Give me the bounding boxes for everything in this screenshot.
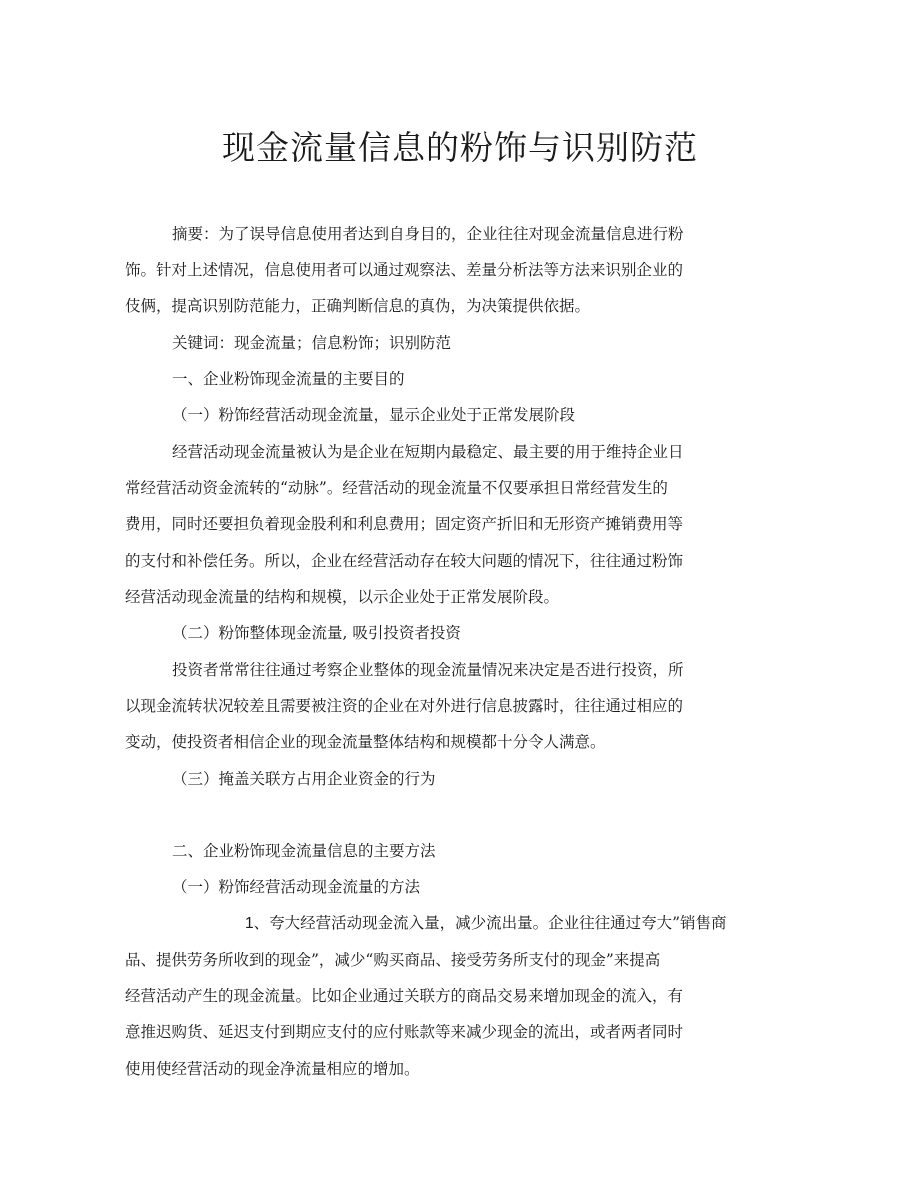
- abstract-line-1: 摘要：为了误导信息使用者达到自身目的，企业往往对现金流量信息进行粉: [172, 225, 684, 243]
- section-2-heading: 二、企业粉饰现金流量信息的主要方法: [172, 842, 436, 860]
- section-1-sub-1-para-line-3: 费用，同时还要担负着现金股利和利息费用；固定资产折旧和无形资产摊销费用等: [125, 515, 684, 533]
- section-1-sub-1-para-line-5: 经营活动现金流量的结构和规模，以示企业处于正常发展阶段。: [125, 588, 560, 606]
- abstract-line-2: 饰。针对上述情况，信息使用者可以通过观察法、差量分析法等方法来识别企业的: [125, 261, 684, 279]
- section-2-sub-1-item-1-line-4: 意推迟购货、延迟支付到期应支付的应付账款等来减少现金的流出，或者两者同时: [125, 1023, 684, 1041]
- section-1-sub-1-heading: （一）粉饰经营活动现金流量，显示企业处于正常发展阶段: [172, 406, 576, 424]
- item-number: 1、: [245, 915, 270, 932]
- section-1-sub-2-para-line-2: 以现金流转状况较差且需要被注资的企业在对外进行信息披露时，往往通过相应的: [125, 697, 684, 715]
- section-1-heading: 一、企业粉饰现金流量的主要目的: [172, 370, 405, 388]
- section-1-sub-1-para-line-4: 的支付和补偿任务。所以，企业在经营活动存在较大问题的情况下，往往通过粉饰: [125, 552, 684, 570]
- keywords: 关键词：现金流量；信息粉饰；识别防范: [172, 334, 452, 352]
- section-2-sub-1-item-1-line-2: 品、提供劳务所收到的现金”，减少“购买商品、接受劳务所支付的现金”来提高: [125, 951, 661, 969]
- abstract-line-3: 伎俩，提高识别防范能力，正确判断信息的真伪，为决策提供依据。: [125, 297, 591, 315]
- section-1-sub-2-heading: （二）粉饰整体现金流量, 吸引投资者投资: [172, 624, 461, 642]
- section-2-sub-1-item-1-line-3: 经营活动产生的现金流量。比如企业通过关联方的商品交易来增加现金的流入，有: [125, 987, 684, 1005]
- section-1-sub-1-para-line-2: 常经营活动资金流转的“动脉”。经营活动的现金流量不仅要承担日常经营发生的: [125, 479, 668, 497]
- section-1-sub-3-heading: （三）掩盖关联方占用企业资金的行为: [172, 770, 436, 788]
- section-2-sub-1-heading: （一）粉饰经营活动现金流量的方法: [172, 878, 421, 896]
- section-1-sub-2-para-line-3: 变动，使投资者相信企业的现金流量整体结构和规模都十分令人满意。: [125, 733, 606, 751]
- document-title: 现金流量信息的粉饰与识别防范: [222, 128, 698, 167]
- section-2-sub-1-item-1-line-1: [245, 913, 727, 934]
- section-1-sub-1-para-line-1: 经营活动现金流量被认为是企业在短期内最稳定、最主要的用于维持企业日: [172, 443, 684, 461]
- section-1-sub-2-para-line-1: 投资者常常往往通过考察企业整体的现金流量情况来决定是否进行投资，所: [172, 661, 684, 679]
- item-text: 夸大经营活动现金流入量，减少流出量。企业往往通过夸大”销售商: [269, 914, 727, 932]
- section-2-sub-1-item-1-line-5: 使用使经营活动的现金净流量相应的增加。: [125, 1060, 420, 1078]
